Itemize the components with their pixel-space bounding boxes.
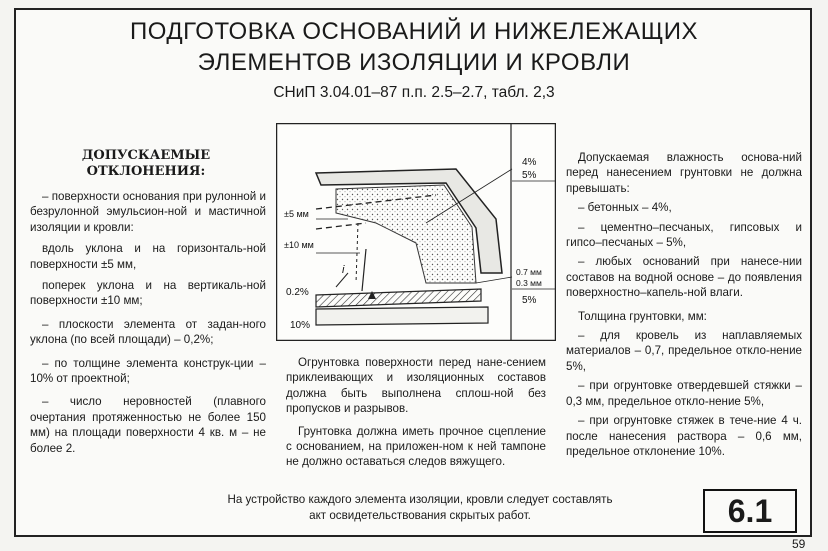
subtitle-reference: СНиП 3.04.01–87 п.п. 2.5–2.7, табл. 2,3	[273, 84, 555, 101]
left-paragraph-5: – по толщине элемента конструк-ции – 10% от проектной;	[30, 356, 266, 386]
right-paragraph-1: Допускаемая влажность основа-ний перед нанесением грунтовки не должна превышать:	[566, 151, 802, 195]
title-line-2: ЭЛЕМЕНТОВ ИЗОЛЯЦИИ И КРОВЛИ	[197, 49, 631, 76]
page-number: 59	[792, 537, 806, 551]
left-paragraph-2: вдоль уклона и на горизонталь-ной поверхности ±5 мм,	[30, 242, 266, 271]
label-4pct: 4%	[522, 157, 537, 168]
label-pm10: ±10 мм	[284, 240, 314, 250]
section-number-badge: 6.1	[703, 489, 797, 533]
middle-paragraph-2: Грунтовка должна иметь прочное сцепление с основанием, на приложен-ном к ней тампоне не должно оставаться следов вяжущего.	[286, 424, 546, 469]
label-slope: 0.2%	[286, 287, 309, 298]
left-heading-line-1: ДОПУСКАЕМЫЕ	[81, 148, 211, 163]
label-07mm: 0.7 мм	[516, 267, 542, 277]
right-paragraph-6: – для кровель из наплавляемых материалов – 0,7, предельное откло-нение 5%,	[566, 329, 802, 373]
right-column-text	[566, 150, 802, 463]
left-heading-line-2: ОТКЛОНЕНИЯ:	[86, 164, 206, 179]
right-paragraph-2: – бетонных – 4%,	[578, 201, 672, 215]
left-paragraph-4: – плоскости элемента от задан-ного уклона (по всей площади) – 0,2%;	[30, 317, 266, 347]
bottom-note	[160, 492, 680, 524]
bottom-note-line-1: На устройство каждого элемента изоляции, кровли следует составлять	[227, 493, 613, 506]
right-paragraph-5: Толщина грунтовки, мм:	[578, 309, 707, 323]
right-paragraph-7: – при огрунтовке отвердевшей стяжки – 0,3 мм, предельное откло-нение 5%,	[566, 379, 802, 408]
bottom-note-line-2: акт освидетельствования скрытых работ.	[309, 509, 531, 522]
left-paragraph-1: – поверхности основания при рулонной и безрулонной эмульсион-ной и мастичной изоляции и кровли:	[30, 190, 266, 234]
base-preparation-diagram	[276, 123, 556, 341]
left-paragraph-6: – число неровностей (плавного очертания протяженностью не более 150 мм) на площади поверхности 4 кв. м – не более 2.	[30, 395, 266, 455]
right-paragraph-4: – любых оснований при нанесе-нии составов на водной основе – до появления поверхностно–капель-ной влаги.	[566, 255, 802, 300]
right-paragraph-8: – при огрунтовке стяжек в тече-ние 4 ч. после нанесения раствора – 0,6 мм, предельное отклонение 10%.	[566, 414, 802, 458]
middle-paragraph-1: Огрунтовка поверхности перед нане-сением приклеивающих и изоляционных составов должна быть выполнена сплош-ной без пропусков и разрывов.	[286, 356, 546, 416]
middle-column-text	[286, 355, 546, 477]
left-column-text	[30, 189, 266, 462]
label-03mm: 0.3 мм	[516, 278, 542, 288]
label-pm5: ±5 мм	[284, 209, 309, 219]
left-paragraph-3: поперек уклона и на вертикаль-ной поверхности ±10 мм;	[30, 279, 266, 308]
title-line-1: ПОДГОТОВКА ОСНОВАНИЙ И НИЖЕЛЕЖАЩИХ	[130, 18, 698, 45]
label-i: i	[342, 264, 345, 276]
label-5pct-top: 5%	[522, 170, 537, 181]
right-paragraph-3: – цементно–песчаных, гипсовых и гипсо–песчаных – 5%,	[566, 220, 802, 250]
base-layer	[316, 307, 488, 325]
label-5pct-bottom: 5%	[522, 295, 537, 306]
label-thickness: 10%	[290, 320, 311, 331]
